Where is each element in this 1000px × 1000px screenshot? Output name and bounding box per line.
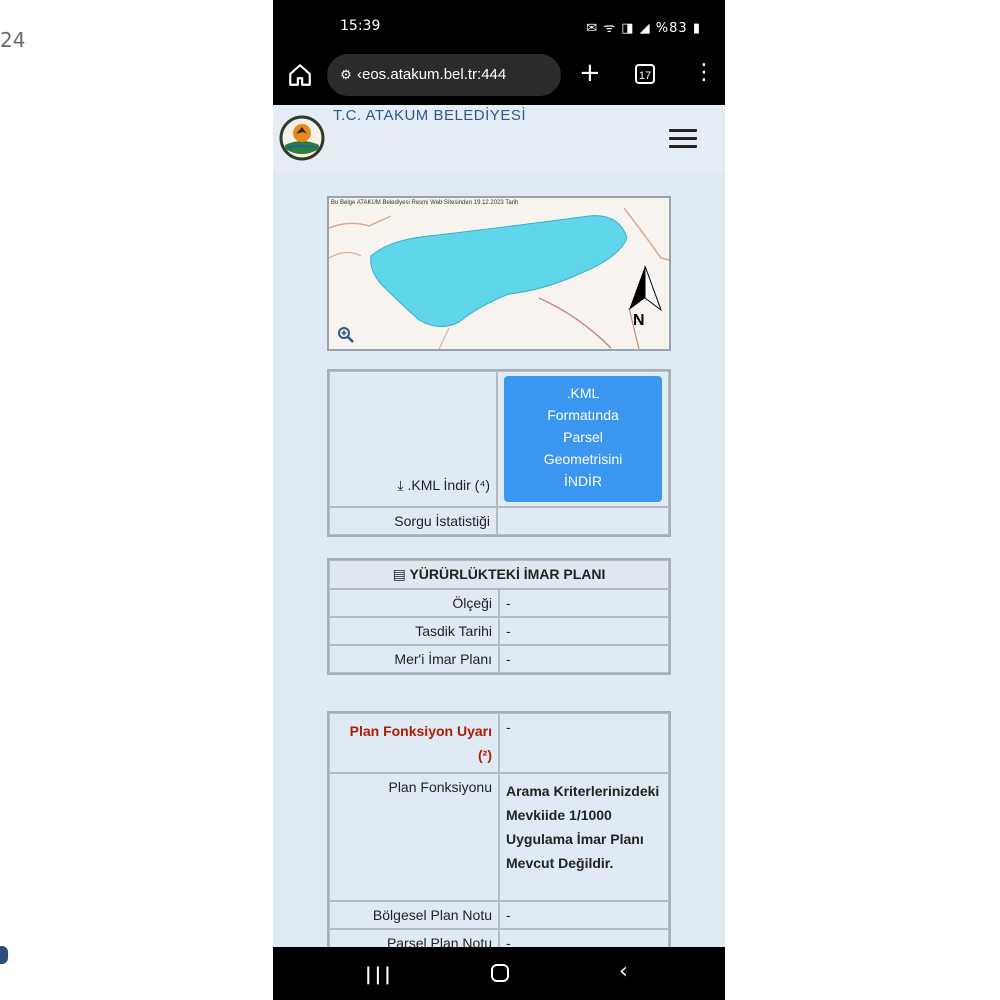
- download-icon[interactable]: ⤓: [397, 478, 404, 494]
- zoom-in-icon[interactable]: [337, 326, 355, 344]
- parcel-polygon: [371, 216, 627, 327]
- approval-date-label: Tasdik Tarihi: [329, 617, 499, 645]
- zoning-plan-table: [327, 558, 671, 675]
- recents-button-icon[interactable]: |||: [365, 964, 394, 985]
- scale-label: Ölçeği: [329, 589, 499, 617]
- site-title: T.C. ATAKUM BELEDİYESİ: [333, 107, 526, 124]
- plan-function-table: [327, 711, 671, 947]
- home-button-icon[interactable]: [491, 964, 509, 982]
- north-label: N: [633, 312, 645, 329]
- regional-plan-note-label: Bölgesel Plan Notu: [329, 901, 499, 929]
- map-caption: Bu Belge ATAKUM Belediyesi Resmi Web Sitesinden 19.12.2023 Tarih: [331, 200, 519, 206]
- tab-switcher-button[interactable]: 17: [635, 64, 655, 84]
- table-row: [329, 929, 669, 947]
- browser-toolbar: [273, 48, 725, 105]
- phone-screen: [273, 0, 725, 1000]
- hamburger-menu-icon[interactable]: [669, 129, 697, 151]
- kml-button-line: Formatında: [547, 407, 619, 423]
- parcel-map[interactable]: [327, 196, 671, 351]
- kml-button-line: Geometrisini: [543, 451, 623, 467]
- table-row: [329, 773, 669, 901]
- status-time: 15:39: [340, 18, 381, 34]
- query-stats-row: [329, 507, 669, 535]
- regional-plan-note-value: -: [499, 901, 669, 929]
- kml-button-line: Parsel: [563, 429, 603, 445]
- site-settings-icon[interactable]: ⚙: [340, 67, 352, 82]
- table-row: [329, 617, 669, 645]
- page-edge-mark: [0, 946, 8, 964]
- kml-table: [327, 369, 671, 537]
- plan-function-value: Arama Kriterlerinizdeki Mevkiide 1/1000 Uygulama İmar Planı Mevcut Değildir.: [499, 773, 669, 901]
- table-row: [329, 589, 669, 617]
- book-icon: ▤: [392, 567, 406, 583]
- table-row: [329, 901, 669, 929]
- parcel-plan-note-label: Parsel Plan Notu: [329, 929, 499, 947]
- address-bar[interactable]: [327, 54, 561, 96]
- browser-menu-button[interactable]: ⋮: [693, 60, 715, 85]
- query-stats-label: Sorgu İstatistiği: [329, 507, 497, 535]
- atakum-logo[interactable]: [279, 115, 325, 161]
- site-header: [273, 105, 725, 173]
- page-edge-text: 24: [0, 28, 26, 52]
- android-nav-bar: [273, 947, 725, 1000]
- kml-row: [329, 371, 669, 507]
- new-tab-button[interactable]: +: [579, 58, 601, 88]
- kml-button-line: İNDİR: [563, 473, 603, 489]
- zoning-plan-header-row: [329, 560, 669, 589]
- query-stats-value: [497, 507, 669, 535]
- map-canvas: [329, 198, 669, 349]
- parcel-plan-note-value: -: [499, 929, 669, 947]
- kml-download-button[interactable]: [504, 376, 662, 502]
- status-icons: ✉ ᯤ ◨ ◢ %83 ▮: [586, 21, 701, 36]
- kml-download-link[interactable]: .KML İndir (⁴): [407, 477, 490, 493]
- home-icon[interactable]: [287, 62, 313, 88]
- url-text: ‹eos.atakum.bel.tr:444: [357, 66, 507, 83]
- table-row: [329, 713, 669, 773]
- north-arrow-icon: [629, 266, 661, 310]
- plan-function-warning-value: -: [499, 713, 669, 773]
- kml-button-line: .KML: [566, 385, 600, 401]
- zoning-plan-header: [329, 560, 669, 589]
- approval-date-value: -: [499, 617, 669, 645]
- table-row: [329, 645, 669, 673]
- web-page: [273, 105, 725, 947]
- current-plan-value: -: [499, 645, 669, 673]
- plan-function-label: Plan Fonksiyonu: [329, 773, 499, 901]
- back-button-icon[interactable]: ‹: [619, 959, 628, 984]
- status-bar: [273, 0, 725, 48]
- kml-download-cell: [329, 371, 497, 507]
- zoning-plan-title: YÜRÜRLÜKTEKİ İMAR PLANI: [409, 566, 606, 582]
- kml-button-cell: [497, 371, 669, 507]
- current-plan-label: Mer'i İmar Planı: [329, 645, 499, 673]
- plan-function-warning-label: Plan Fonksiyon Uyarı (²): [329, 713, 499, 773]
- scale-value: -: [499, 589, 669, 617]
